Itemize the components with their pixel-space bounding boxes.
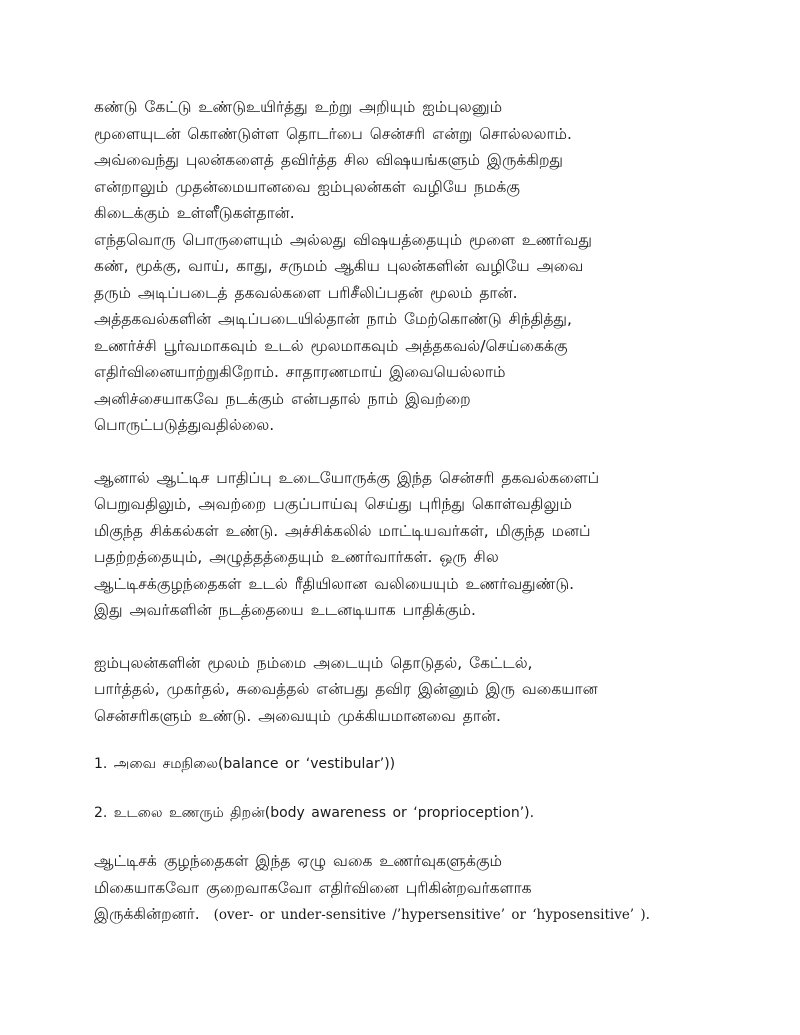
list-item-text: 2. உடலை உணரும் திறன்(body awareness or ‘proprioception’).: [94, 804, 535, 821]
list-item-body-awareness: [94, 800, 710, 827]
closing-english-note: (over- or under-sensitive /’hypersensitive’ or ‘hyposensitive’ ).: [213, 907, 650, 923]
text-line: உணர்ச்சி பூர்வமாகவும் உடல் மூலமாகவும் அத்தகவல்/செய்கைக்கு: [94, 336, 568, 355]
text-line: அனிச்சையாகவே நடக்கும் என்பதால் நாம் இவற்றை: [94, 389, 471, 408]
text-line: பார்த்தல், முகர்தல், சுவைத்தல் என்பது தவிர இன்னும் இரு வகையான: [94, 680, 598, 698]
text-line: கண், மூக்கு, வாய், காது, சருமம் ஆகிய புலன்களின் வழியே அவை: [94, 257, 584, 275]
paragraph-spacer: [94, 826, 710, 848]
text-line: மிகுந்த சிக்கல்கள் உண்டு. அச்சிக்கலில் மாட்டியவர்கள், மிகுந்த மனப்: [94, 521, 591, 540]
text-line: அவ்வைந்து புலன்களைத் தவிர்த்த சில விஷயங்களும் இருக்கிறது: [94, 151, 563, 169]
paragraph-autism-sensory: [94, 465, 710, 624]
text-line: ஐம்புலன்களின் மூலம் நம்மை அடையும் தொடுதல், கேட்டல்,: [94, 653, 533, 672]
text-line: பொருட்படுத்துவதில்லை.: [94, 416, 275, 434]
text-line: என்றாலும் முதன்மையானவை ஐம்புலன்கள் வழியே நமக்கு: [94, 177, 520, 196]
text-line: எந்தவொரு பொருளையும் அல்லது விஷயத்தையும் மூளை உணர்வது: [94, 230, 592, 249]
text-line: மூளையுடன் கொண்டுள்ள தொடர்பை சென்சரி என்று சொல்லலாம்.: [94, 124, 572, 143]
text-line: தரும் அடிப்படைத் தகவல்களை பரிசீலிப்பதன் மூலம் தான்.: [94, 283, 518, 302]
list-item-balance: [94, 751, 710, 778]
list-item-text: 1. அவை சமநிலை(balance or ‘vestibular’)): [94, 756, 396, 772]
document-body: [94, 94, 710, 929]
text-line-mixed: [94, 901, 710, 929]
text-line: இது அவர்களின் நடத்தையை உடனடியாக பாதிக்கும்.: [94, 601, 476, 619]
text-line: ஆட்டிசக்குழந்தைகள் உடல் ரீதியிலான வலியையும் உணர்வதுண்டு.: [94, 574, 575, 593]
paragraph-closing: [94, 848, 710, 929]
text-line: கண்டு கேட்டு உண்டுஉயிர்த்து உற்று அறியும் ஐம்புலனும்: [94, 98, 503, 116]
paragraph-spacer: [94, 729, 710, 751]
text-line: மிகையாகவோ குறைவாகவோ எதிர்வினை புரிகின்றவர்களாக: [94, 878, 532, 897]
text-line: எதிர்வினையாற்றுகிறோம். சாதாரணமாய் இவையெல்லாம்: [94, 363, 506, 381]
closing-tamil-text: இருக்கின்றனர்.: [94, 905, 200, 923]
paragraph-spacer: [94, 778, 710, 800]
text-line: ஆட்டிசக் குழந்தைகள் இந்த ஏழு வகை உணர்வுகளுக்கும்: [94, 852, 503, 870]
text-line: சென்சரிகளும் உண்டு. அவையும் முக்கியமானவை தான்.: [94, 706, 501, 725]
paragraph-spacer: [94, 439, 710, 465]
text-line: பெறுவதிலும், அவற்றை பகுப்பாய்வு செய்து புரிந்து கொள்வதிலும்: [94, 495, 572, 513]
paragraph-spacer: [94, 624, 710, 650]
text-line: பதற்றத்தையும், அழுத்தத்தையும் உணர்வார்கள். ஒரு சில: [94, 548, 499, 566]
text-line: கிடைக்கும் உள்ளீடுகள்தான்.: [94, 204, 295, 222]
text-line: அத்தகவல்களின் அடிப்படையில்தான் நாம் மேற்கொண்டு சிந்தித்து,: [94, 310, 572, 328]
paragraph-other-senses: [94, 650, 710, 730]
text-line: ஆனால் ஆட்டிச பாதிப்பு உடையோருக்கு இந்த சென்சரி தகவல்களைப்: [94, 468, 600, 487]
paragraph-senses-intro: [94, 94, 710, 439]
